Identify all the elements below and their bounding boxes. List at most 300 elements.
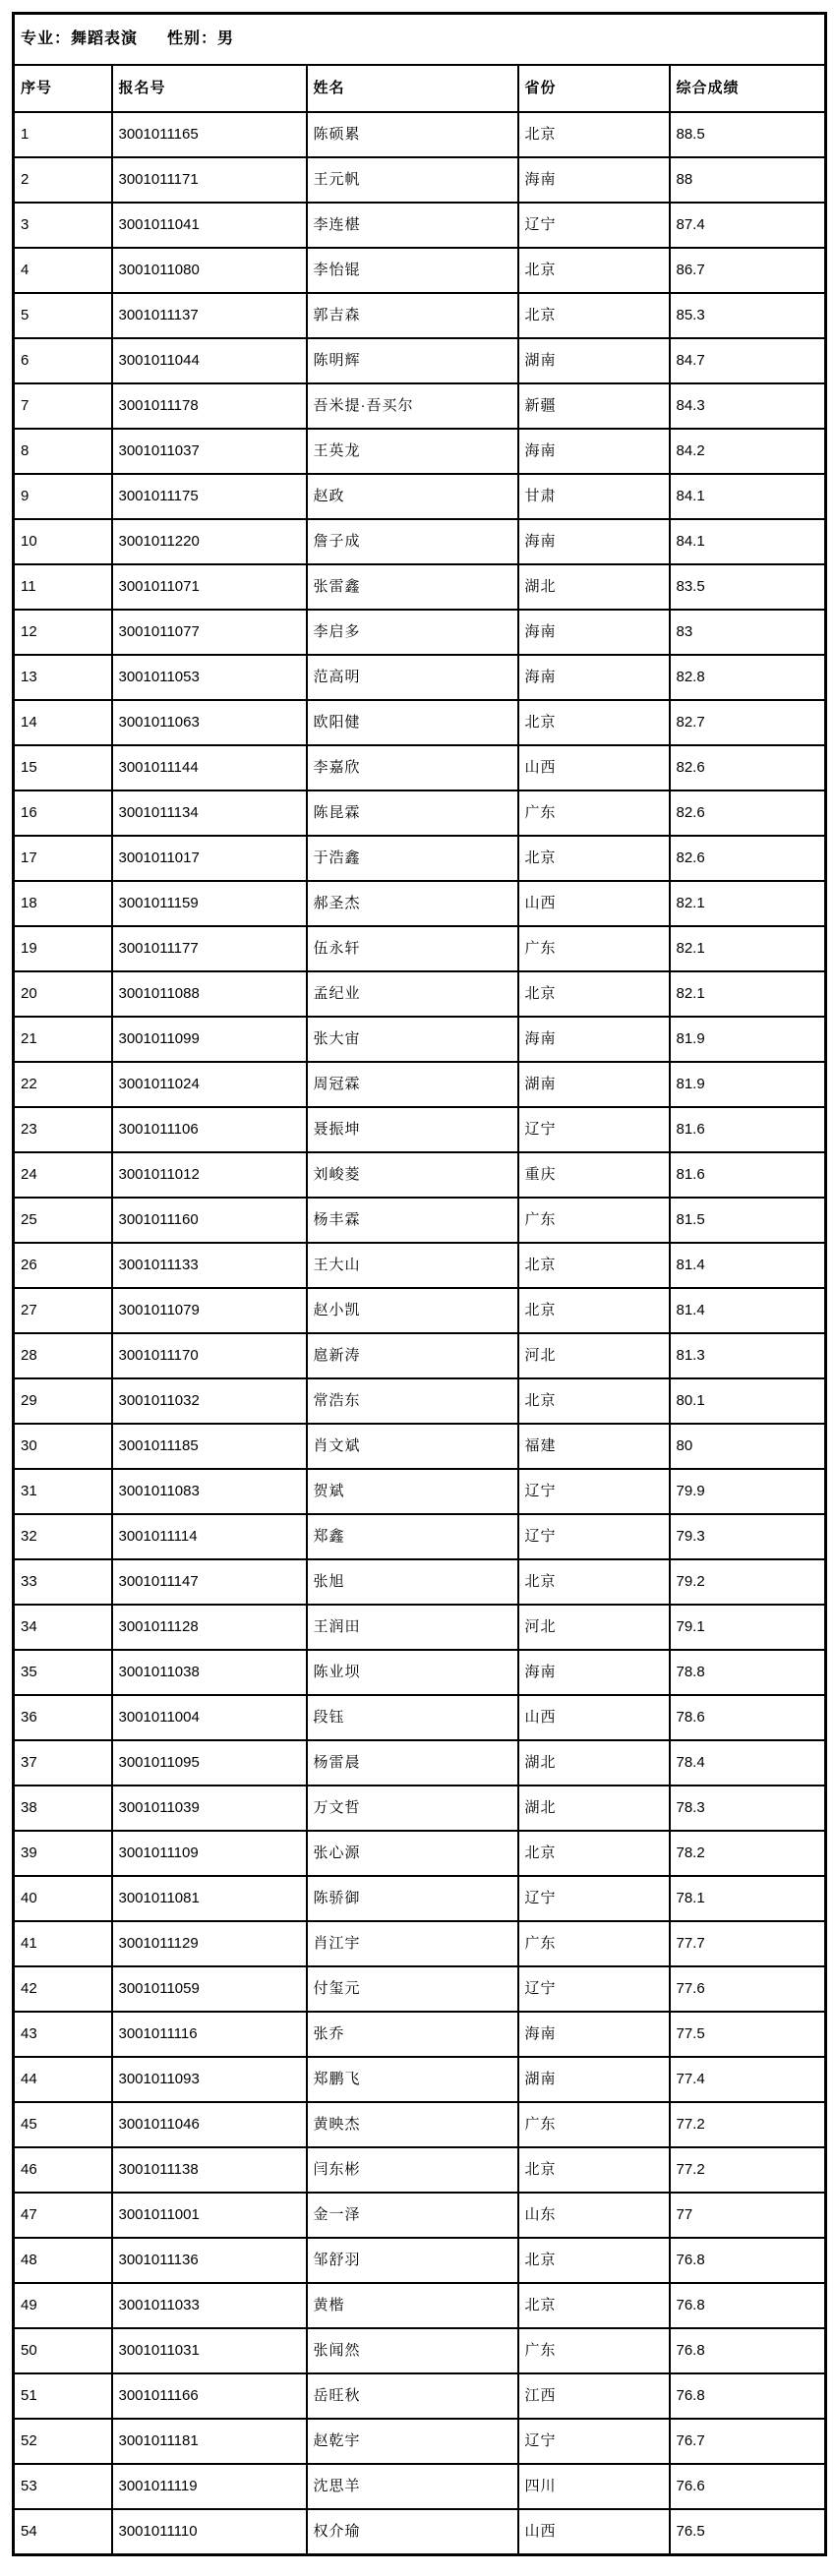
cell-score: 82.6	[670, 790, 826, 836]
cell-registration: 3001011041	[112, 203, 307, 248]
table-row	[14, 2147, 826, 2193]
cell-name: 张大宙	[307, 1017, 518, 1062]
gender-value: 男	[217, 30, 235, 48]
cell-score: 79.9	[670, 1469, 826, 1514]
cell-score: 80.1	[670, 1378, 826, 1424]
cell-serial: 54	[14, 2509, 112, 2555]
cell-score: 81.6	[670, 1107, 826, 1152]
cell-registration: 3001011033	[112, 2283, 307, 2328]
table-row	[14, 1469, 826, 1514]
cell-serial: 42	[14, 1966, 112, 2012]
cell-registration: 3001011134	[112, 790, 307, 836]
table-row	[14, 2057, 826, 2102]
cell-registration: 3001011039	[112, 1786, 307, 1831]
cell-registration: 3001011133	[112, 1243, 307, 1288]
cell-province: 北京	[518, 700, 670, 745]
cell-province: 北京	[518, 2147, 670, 2193]
cell-name: 陈硕累	[307, 112, 518, 157]
table-row	[14, 429, 826, 474]
table-row	[14, 1605, 826, 1650]
cell-score: 79.3	[670, 1514, 826, 1559]
cell-score: 80	[670, 1424, 826, 1469]
cell-registration: 3001011077	[112, 610, 307, 655]
cell-registration: 3001011038	[112, 1650, 307, 1695]
cell-name: 李嘉欣	[307, 745, 518, 790]
cell-registration: 3001011088	[112, 971, 307, 1017]
cell-province: 山西	[518, 1695, 670, 1740]
cell-score: 81.9	[670, 1017, 826, 1062]
cell-province: 海南	[518, 1017, 670, 1062]
cell-score: 82.6	[670, 745, 826, 790]
cell-province: 辽宁	[518, 1107, 670, 1152]
cell-serial: 38	[14, 1786, 112, 1831]
cell-province: 北京	[518, 971, 670, 1017]
cell-serial: 15	[14, 745, 112, 790]
table-row	[14, 2419, 826, 2464]
cell-serial: 50	[14, 2328, 112, 2373]
cell-score: 82.1	[670, 881, 826, 926]
cell-score: 78.6	[670, 1695, 826, 1740]
cell-registration: 3001011004	[112, 1695, 307, 1740]
table-row	[14, 1695, 826, 1740]
cell-serial: 17	[14, 836, 112, 881]
cell-name: 周冠霖	[307, 1062, 518, 1107]
cell-name: 赵乾宇	[307, 2419, 518, 2464]
cell-name: 詹子成	[307, 519, 518, 564]
cell-registration: 3001011166	[112, 2373, 307, 2419]
cell-registration: 3001011119	[112, 2464, 307, 2509]
cell-registration: 3001011093	[112, 2057, 307, 2102]
table-row	[14, 2509, 826, 2555]
cell-province: 北京	[518, 2283, 670, 2328]
cell-name: 黄楷	[307, 2283, 518, 2328]
cell-province: 海南	[518, 655, 670, 700]
cell-name: 闫东彬	[307, 2147, 518, 2193]
cell-registration: 3001011046	[112, 2102, 307, 2147]
cell-score: 84.1	[670, 519, 826, 564]
cell-name: 李怡锟	[307, 248, 518, 293]
table-row	[14, 2328, 826, 2373]
cell-registration: 3001011178	[112, 383, 307, 429]
cell-serial: 9	[14, 474, 112, 519]
table-row	[14, 2102, 826, 2147]
cell-score: 83	[670, 610, 826, 655]
cell-province: 辽宁	[518, 2419, 670, 2464]
table-body	[14, 112, 826, 2555]
cell-registration: 3001011138	[112, 2147, 307, 2193]
cell-registration: 3001011081	[112, 1876, 307, 1921]
cell-province: 广东	[518, 790, 670, 836]
cell-name: 郑鹏飞	[307, 2057, 518, 2102]
cell-name: 贺斌	[307, 1469, 518, 1514]
cell-score: 78.2	[670, 1831, 826, 1876]
cell-serial: 13	[14, 655, 112, 700]
table-row	[14, 881, 826, 926]
cell-score: 77.6	[670, 1966, 826, 2012]
cell-name: 陈昆霖	[307, 790, 518, 836]
column-header-registration: 报名号	[112, 65, 307, 112]
column-header-name: 姓名	[307, 65, 518, 112]
cell-province: 北京	[518, 1831, 670, 1876]
cell-score: 79.2	[670, 1559, 826, 1605]
cell-name: 王润田	[307, 1605, 518, 1650]
cell-province: 山东	[518, 2193, 670, 2238]
cell-registration: 3001011080	[112, 248, 307, 293]
cell-name: 张心源	[307, 1831, 518, 1876]
cell-registration: 3001011177	[112, 926, 307, 971]
cell-serial: 18	[14, 881, 112, 926]
cell-score: 81.4	[670, 1243, 826, 1288]
table-row	[14, 1378, 826, 1424]
table-row	[14, 1786, 826, 1831]
cell-name: 赵小凯	[307, 1288, 518, 1333]
cell-serial: 37	[14, 1740, 112, 1786]
cell-serial: 4	[14, 248, 112, 293]
cell-registration: 3001011024	[112, 1062, 307, 1107]
table-row	[14, 1062, 826, 1107]
cell-name: 孟纪业	[307, 971, 518, 1017]
cell-serial: 22	[14, 1062, 112, 1107]
table-row	[14, 1650, 826, 1695]
cell-score: 78.4	[670, 1740, 826, 1786]
table-row	[14, 1333, 826, 1378]
cell-score: 78.8	[670, 1650, 826, 1695]
cell-score: 86.7	[670, 248, 826, 293]
cell-name: 聂振坤	[307, 1107, 518, 1152]
table-row	[14, 2238, 826, 2283]
cell-province: 海南	[518, 1650, 670, 1695]
cell-serial: 34	[14, 1605, 112, 1650]
cell-serial: 16	[14, 790, 112, 836]
cell-province: 河北	[518, 1605, 670, 1650]
cell-serial: 5	[14, 293, 112, 338]
cell-serial: 2	[14, 157, 112, 203]
table-title-cell	[14, 14, 826, 66]
cell-name: 张雷鑫	[307, 564, 518, 610]
cell-name: 邹舒羽	[307, 2238, 518, 2283]
cell-registration: 3001011031	[112, 2328, 307, 2373]
cell-registration: 3001011175	[112, 474, 307, 519]
score-table	[12, 12, 827, 2556]
cell-score: 88	[670, 157, 826, 203]
cell-score: 84.2	[670, 429, 826, 474]
cell-name: 李启多	[307, 610, 518, 655]
cell-province: 湖南	[518, 2057, 670, 2102]
cell-registration: 3001011159	[112, 881, 307, 926]
cell-name: 沈思羊	[307, 2464, 518, 2509]
cell-province: 广东	[518, 2328, 670, 2373]
column-header-province: 省份	[518, 65, 670, 112]
table-row	[14, 1740, 826, 1786]
cell-serial: 14	[14, 700, 112, 745]
major-label: 专业：	[21, 30, 72, 48]
cell-registration: 3001011165	[112, 112, 307, 157]
table-row	[14, 1514, 826, 1559]
cell-registration: 3001011128	[112, 1605, 307, 1650]
table-row	[14, 745, 826, 790]
cell-registration: 3001011001	[112, 2193, 307, 2238]
cell-name: 金一泽	[307, 2193, 518, 2238]
table-row	[14, 700, 826, 745]
cell-score: 82.7	[670, 700, 826, 745]
cell-score: 77.7	[670, 1921, 826, 1966]
cell-province: 湖南	[518, 1062, 670, 1107]
table-row	[14, 1243, 826, 1288]
cell-registration: 3001011095	[112, 1740, 307, 1786]
cell-province: 广东	[518, 926, 670, 971]
cell-serial: 49	[14, 2283, 112, 2328]
cell-score: 77.2	[670, 2147, 826, 2193]
table-row	[14, 564, 826, 610]
cell-registration: 3001011116	[112, 2012, 307, 2057]
cell-serial: 41	[14, 1921, 112, 1966]
table-row	[14, 203, 826, 248]
cell-serial: 7	[14, 383, 112, 429]
cell-serial: 6	[14, 338, 112, 383]
table-row	[14, 2373, 826, 2419]
cell-score: 81.4	[670, 1288, 826, 1333]
cell-province: 北京	[518, 836, 670, 881]
cell-score: 78.3	[670, 1786, 826, 1831]
cell-province: 北京	[518, 293, 670, 338]
table-row	[14, 1288, 826, 1333]
cell-name: 郝圣杰	[307, 881, 518, 926]
cell-serial: 26	[14, 1243, 112, 1288]
column-header-serial: 序号	[14, 65, 112, 112]
table-row	[14, 338, 826, 383]
column-header-score: 综合成绩	[670, 65, 826, 112]
cell-serial: 47	[14, 2193, 112, 2238]
cell-serial: 10	[14, 519, 112, 564]
cell-score: 77.4	[670, 2057, 826, 2102]
cell-name: 伍永轩	[307, 926, 518, 971]
cell-name: 张旭	[307, 1559, 518, 1605]
cell-score: 81.6	[670, 1152, 826, 1198]
cell-registration: 3001011044	[112, 338, 307, 383]
table-row	[14, 2012, 826, 2057]
cell-province: 河北	[518, 1333, 670, 1378]
cell-province: 辽宁	[518, 1966, 670, 2012]
cell-score: 84.1	[670, 474, 826, 519]
cell-province: 甘肃	[518, 474, 670, 519]
cell-registration: 3001011059	[112, 1966, 307, 2012]
cell-province: 山西	[518, 2509, 670, 2555]
cell-name: 扈新涛	[307, 1333, 518, 1378]
cell-serial: 29	[14, 1378, 112, 1424]
cell-name: 王元帆	[307, 157, 518, 203]
table-row	[14, 1017, 826, 1062]
table-row	[14, 2193, 826, 2238]
major-value: 舞蹈表演	[71, 30, 139, 48]
cell-serial: 48	[14, 2238, 112, 2283]
table-row	[14, 157, 826, 203]
cell-name: 王英龙	[307, 429, 518, 474]
cell-name: 权介瑜	[307, 2509, 518, 2555]
cell-name: 陈明辉	[307, 338, 518, 383]
cell-province: 辽宁	[518, 1514, 670, 1559]
cell-name: 陈骄御	[307, 1876, 518, 1921]
cell-score: 81.9	[670, 1062, 826, 1107]
cell-serial: 12	[14, 610, 112, 655]
cell-province: 海南	[518, 429, 670, 474]
cell-registration: 3001011147	[112, 1559, 307, 1605]
cell-registration: 3001011053	[112, 655, 307, 700]
cell-serial: 19	[14, 926, 112, 971]
cell-name: 陈业坝	[307, 1650, 518, 1695]
cell-serial: 46	[14, 2147, 112, 2193]
cell-province: 湖北	[518, 1786, 670, 1831]
cell-province: 福建	[518, 1424, 670, 1469]
cell-score: 82.1	[670, 926, 826, 971]
table-row	[14, 248, 826, 293]
cell-province: 北京	[518, 1378, 670, 1424]
cell-name: 赵政	[307, 474, 518, 519]
cell-name: 黄映杰	[307, 2102, 518, 2147]
cell-registration: 3001011083	[112, 1469, 307, 1514]
cell-name: 段钰	[307, 1695, 518, 1740]
cell-serial: 43	[14, 2012, 112, 2057]
cell-province: 海南	[518, 2012, 670, 2057]
cell-serial: 20	[14, 971, 112, 1017]
table-row	[14, 1831, 826, 1876]
cell-province: 广东	[518, 1198, 670, 1243]
cell-registration: 3001011063	[112, 700, 307, 745]
table-row	[14, 926, 826, 971]
cell-score: 84.3	[670, 383, 826, 429]
cell-score: 85.3	[670, 293, 826, 338]
cell-name: 李连椹	[307, 203, 518, 248]
cell-registration: 3001011114	[112, 1514, 307, 1559]
cell-name: 于浩鑫	[307, 836, 518, 881]
cell-serial: 25	[14, 1198, 112, 1243]
cell-serial: 11	[14, 564, 112, 610]
cell-province: 海南	[518, 157, 670, 203]
table-row	[14, 474, 826, 519]
cell-serial: 52	[14, 2419, 112, 2464]
cell-province: 广东	[518, 1921, 670, 1966]
cell-registration: 3001011106	[112, 1107, 307, 1152]
table-row	[14, 1424, 826, 1469]
cell-province: 广东	[518, 2102, 670, 2147]
cell-serial: 36	[14, 1695, 112, 1740]
cell-province: 江西	[518, 2373, 670, 2419]
cell-score: 78.1	[670, 1876, 826, 1921]
cell-score: 87.4	[670, 203, 826, 248]
cell-registration: 3001011170	[112, 1333, 307, 1378]
cell-registration: 3001011037	[112, 429, 307, 474]
cell-serial: 44	[14, 2057, 112, 2102]
cell-registration: 3001011099	[112, 1017, 307, 1062]
cell-province: 湖北	[518, 1740, 670, 1786]
cell-score: 84.7	[670, 338, 826, 383]
cell-registration: 3001011109	[112, 1831, 307, 1876]
cell-serial: 53	[14, 2464, 112, 2509]
cell-serial: 24	[14, 1152, 112, 1198]
cell-name: 刘峻菱	[307, 1152, 518, 1198]
cell-serial: 3	[14, 203, 112, 248]
table-header-row	[14, 65, 826, 112]
cell-score: 79.1	[670, 1605, 826, 1650]
cell-score: 76.8	[670, 2328, 826, 2373]
cell-name: 郑鑫	[307, 1514, 518, 1559]
cell-province: 山西	[518, 881, 670, 926]
table-row	[14, 1107, 826, 1152]
cell-registration: 3001011110	[112, 2509, 307, 2555]
cell-name: 欧阳健	[307, 700, 518, 745]
cell-province: 重庆	[518, 1152, 670, 1198]
cell-serial: 39	[14, 1831, 112, 1876]
cell-registration: 3001011185	[112, 1424, 307, 1469]
cell-province: 海南	[518, 610, 670, 655]
cell-province: 北京	[518, 2238, 670, 2283]
cell-serial: 32	[14, 1514, 112, 1559]
cell-registration: 3001011079	[112, 1288, 307, 1333]
table-row	[14, 519, 826, 564]
cell-name: 肖江宇	[307, 1921, 518, 1966]
cell-score: 83.5	[670, 564, 826, 610]
table-row	[14, 293, 826, 338]
cell-serial: 40	[14, 1876, 112, 1921]
cell-score: 82.1	[670, 971, 826, 1017]
cell-score: 76.8	[670, 2283, 826, 2328]
cell-name: 杨雷晨	[307, 1740, 518, 1786]
cell-score: 76.5	[670, 2509, 826, 2555]
cell-name: 张闻然	[307, 2328, 518, 2373]
table-row	[14, 655, 826, 700]
cell-score: 76.6	[670, 2464, 826, 2509]
cell-registration: 3001011017	[112, 836, 307, 881]
cell-registration: 3001011171	[112, 157, 307, 203]
cell-serial: 8	[14, 429, 112, 474]
cell-serial: 35	[14, 1650, 112, 1695]
cell-score: 76.8	[670, 2373, 826, 2419]
cell-serial: 31	[14, 1469, 112, 1514]
cell-name: 吾米提·吾买尔	[307, 383, 518, 429]
cell-score: 77.5	[670, 2012, 826, 2057]
cell-registration: 3001011137	[112, 293, 307, 338]
cell-name: 常浩东	[307, 1378, 518, 1424]
cell-name: 王大山	[307, 1243, 518, 1288]
cell-name: 岳旺秋	[307, 2373, 518, 2419]
cell-province: 北京	[518, 1559, 670, 1605]
table-row	[14, 1966, 826, 2012]
cell-serial: 51	[14, 2373, 112, 2419]
cell-registration: 3001011220	[112, 519, 307, 564]
cell-serial: 21	[14, 1017, 112, 1062]
cell-name: 范高明	[307, 655, 518, 700]
table-row	[14, 790, 826, 836]
table-row	[14, 2283, 826, 2328]
cell-name: 郭吉森	[307, 293, 518, 338]
cell-registration: 3001011181	[112, 2419, 307, 2464]
cell-score: 82.8	[670, 655, 826, 700]
cell-score: 81.3	[670, 1333, 826, 1378]
cell-serial: 30	[14, 1424, 112, 1469]
table-row	[14, 836, 826, 881]
cell-serial: 23	[14, 1107, 112, 1152]
cell-serial: 28	[14, 1333, 112, 1378]
cell-province: 四川	[518, 2464, 670, 2509]
table-row	[14, 1152, 826, 1198]
table-title-row	[14, 14, 826, 66]
cell-serial: 27	[14, 1288, 112, 1333]
cell-name: 肖文斌	[307, 1424, 518, 1469]
cell-score: 82.6	[670, 836, 826, 881]
cell-province: 海南	[518, 519, 670, 564]
cell-name: 万文哲	[307, 1786, 518, 1831]
table-row	[14, 383, 826, 429]
cell-score: 76.8	[670, 2238, 826, 2283]
